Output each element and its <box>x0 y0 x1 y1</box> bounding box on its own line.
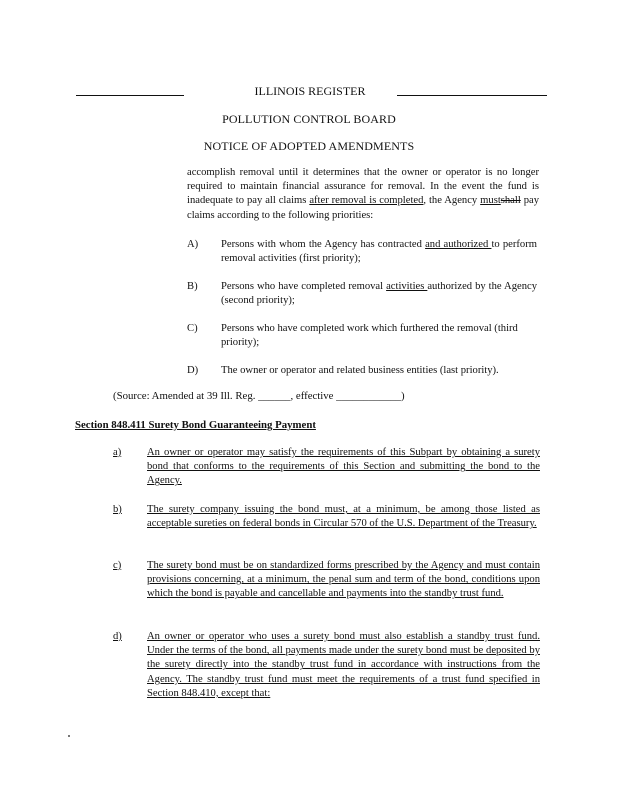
intro-text-1: accomplish removal until it determines that the owner or operator is no longer required to maintain financial assurance for removal. In the event the fund is inadequate to pay all claims <box>187 167 539 207</box>
intro-paragraph <box>187 166 539 223</box>
intro-text-3: pay claims according to the following priorities: <box>187 195 540 221</box>
priority-text-d: The owner or operator and related business entities (last priority). <box>221 365 499 376</box>
subsection-label-b: b) <box>113 504 122 515</box>
priority-text-b: Persons who have completed removal activities authorized by the Agency (second priority); <box>221 281 537 307</box>
priority-label-c: C) <box>187 323 198 334</box>
inserted-text: activities <box>386 281 428 292</box>
priority-text-a: Persons with whom the Agency has contracted and authorized to perform removal activities (first priority); <box>221 239 537 265</box>
subsection-label-d: d) <box>113 631 122 642</box>
header-rule-right <box>397 95 547 96</box>
priority-label-a: A) <box>187 239 199 250</box>
board-name: POLLUTION CONTROL BOARD <box>222 112 396 126</box>
notice-title: NOTICE OF ADOPTED AMENDMENTS <box>203 139 415 153</box>
source-note: (Source: Amended at 39 Ill. Reg. ______, effective ____________) <box>113 390 405 402</box>
priority-label-b: B) <box>187 281 198 292</box>
priority-label-d: D) <box>187 365 199 376</box>
register-title: ILLINOIS REGISTER <box>254 84 366 98</box>
subsection-text-b: The surety company issuing the bond must, at a minimum, be among those listed as acceptable sureties on federal bonds in Circular 570 of the U.S. Department of the Treasury. <box>147 504 540 530</box>
intro-text-2: , the Agency <box>423 195 481 207</box>
header-rule-left <box>76 95 184 96</box>
subsection-text-c: The surety bond must be on standardized forms prescribed by the Agency and must contain provisions concerning, at a minimum, the penal sum and term of the bond, conditions upon which the bond is payable and cancellable and payments into the standby trust fund. <box>147 560 540 600</box>
subsection-label-c: c) <box>113 560 122 571</box>
priority-text-c: Persons who have completed work which furthered the removal (third priority); <box>221 323 518 349</box>
section-heading: Section 848.411 Surety Bond Guaranteeing Payment <box>75 419 316 431</box>
inserted-text: after removal is completed <box>309 195 424 207</box>
deleted-text: shall <box>500 195 521 207</box>
inserted-text: and authorized <box>425 239 492 250</box>
inserted-text: must <box>480 195 501 207</box>
scan-speck <box>68 735 70 737</box>
subsection-label-a: a) <box>113 447 122 458</box>
subsection-text-d: An owner or operator who uses a surety bond must also establish a standby trust fund. Under the terms of the bond, all payments made under the surety bond must be deposited by the surety directly into the standby trust fund in accordance with instructions from the Agency. The standby trust fund must meet the requirements of a trust fund specified in Section 848.410, except that: <box>147 631 540 699</box>
subsection-text-a: An owner or operator may satisfy the requirements of this Subpart by obtaining a surety bond that conforms to the requirements of this Section and submitting the bond to the Agency. <box>147 447 540 487</box>
